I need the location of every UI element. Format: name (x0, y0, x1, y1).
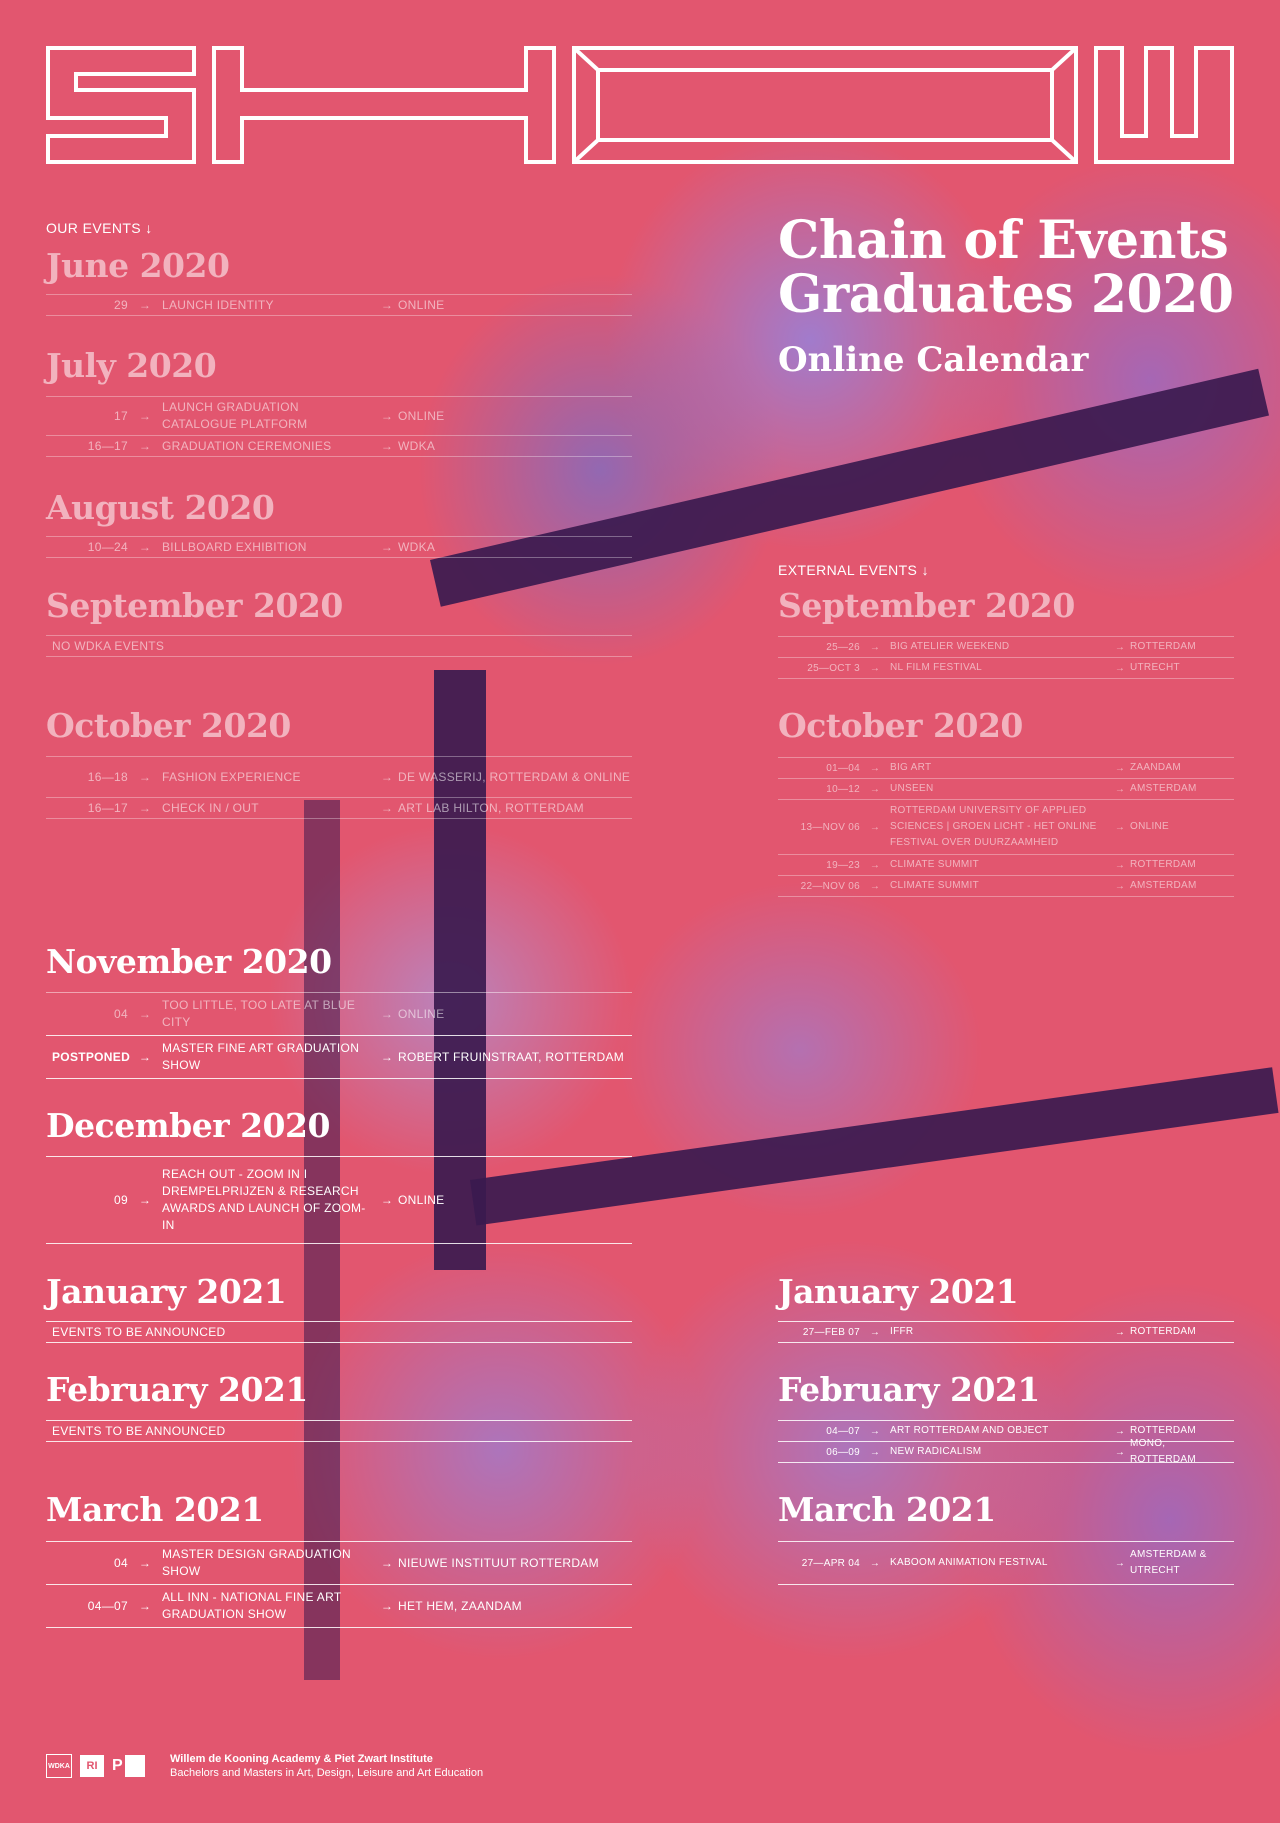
event-name: CLIMATE SUMMIT (890, 880, 980, 891)
arrow-icon: → (1114, 1446, 1126, 1458)
event-row[interactable] (46, 396, 632, 435)
arrow-icon: → (869, 821, 881, 833)
ri-logo: RI (80, 1755, 104, 1777)
event-date: 25—26 (826, 641, 860, 653)
arrow-icon: → (1114, 783, 1126, 795)
arrow-icon: → (869, 1326, 881, 1338)
month-february-2021: February 2021 (46, 1370, 308, 1409)
event-name: ROTTERDAM UNIVERSITY OF APPLIED SCIENCES | GROEN LICHT - HET ONLINE FESTIVAL OVER DUURZAAMHEID (890, 805, 1097, 848)
event-location: ZAANDAM (1130, 762, 1181, 773)
event-name: MASTER DESIGN GRADUATION SHOW (162, 1547, 351, 1578)
page-subtitle: Online Calendar (778, 340, 1089, 380)
event-row[interactable] (46, 1541, 632, 1584)
arrow-icon: → (869, 1446, 881, 1458)
february-note: EVENTS TO BE ANNOUNCED (52, 1424, 226, 1438)
arrow-icon: → (138, 801, 152, 815)
footer-tagline: Bachelors and Masters in Art, Design, Leisure and Art Education (170, 1767, 484, 1779)
event-name: NL FILM FESTIVAL (890, 662, 983, 673)
note-row (46, 635, 632, 657)
external-month-january-2021: January 2021 (778, 1272, 1019, 1311)
arrow-icon: → (1114, 1326, 1126, 1338)
wdka-logo: WDKA (46, 1754, 72, 1778)
event-name: BIG ART (890, 762, 932, 773)
event-location: ONLINE (1130, 821, 1170, 832)
piet-zwart-logo-block (125, 1755, 145, 1777)
arrow-icon: → (138, 1556, 152, 1570)
arrow-icon: → (380, 801, 394, 815)
arrow-icon: → (1114, 821, 1126, 833)
footer-text (170, 1752, 483, 1780)
event-date: 22—NOV 06 (800, 880, 860, 892)
footer-institution: Willem de Kooning Academy & Piet Zwart Institute (170, 1753, 433, 1765)
arrow-icon: → (869, 1425, 881, 1437)
arrow-icon: → (138, 1050, 152, 1064)
event-name: NEW RADICALISM (890, 1446, 982, 1457)
event-name: LAUNCH GRADUATION CATALOGUE PLATFORM (162, 400, 308, 431)
event-name: CHECK IN / OUT (162, 800, 259, 815)
arrow-icon: → (138, 439, 152, 453)
external-month-september-2020: September 2020 (778, 586, 1075, 625)
month-march-2021: March 2021 (46, 1490, 264, 1529)
external-event-row[interactable] (778, 1541, 1234, 1585)
event-date: 29 (114, 298, 128, 312)
external-month-october-2020: October 2020 (778, 706, 1023, 745)
event-date: 04 (114, 1556, 128, 1570)
september-note: NO WDKA EVENTS (52, 639, 165, 653)
event-name: TOO LITTLE, TOO LATE AT BLUE CITY (162, 998, 356, 1029)
arrow-icon: → (138, 770, 152, 784)
postponed-badge: POSTPONED (52, 1050, 131, 1064)
month-november-2020: November 2020 (46, 942, 332, 981)
arrow-icon: → (869, 783, 881, 795)
arrow-icon: → (380, 770, 394, 784)
event-name: MASTER FINE ART GRADUATION SHOW (162, 1041, 360, 1072)
event-location: MONO, ROTTERDAM (1130, 1438, 1197, 1465)
month-july-2020: July 2020 (46, 346, 217, 385)
event-location: ROTTERDAM (1130, 1326, 1197, 1337)
event-date: 04 (114, 1007, 128, 1021)
arrow-icon: → (380, 1050, 394, 1064)
arrow-icon: → (869, 641, 881, 653)
event-location: ROTTERDAM (1130, 641, 1197, 652)
event-name: CLIMATE SUMMIT (890, 859, 980, 870)
external-event-row[interactable] (778, 799, 1234, 854)
event-date: 27—APR 04 (801, 1557, 860, 1569)
event-date: 04—07 (87, 1599, 128, 1613)
event-location: UTRECHT (1130, 662, 1180, 673)
event-date: 10—24 (87, 540, 128, 554)
event-date: 04—07 (826, 1425, 860, 1437)
external-event-row[interactable] (778, 778, 1234, 799)
arrow-icon: → (1114, 859, 1126, 871)
note-row (46, 1420, 632, 1442)
arrow-icon: → (1114, 762, 1126, 774)
event-date: 19—23 (826, 859, 860, 871)
event-location: ART LAB HILTON, ROTTERDAM (398, 801, 584, 815)
arrow-icon: → (380, 1599, 394, 1613)
show-logo (46, 46, 1234, 164)
event-row[interactable] (46, 536, 632, 558)
event-location: HET HEM, ZAANDAM (398, 1599, 522, 1613)
arrow-icon: → (1114, 1425, 1126, 1437)
page-title (778, 210, 1234, 325)
month-october-2020: October 2020 (46, 706, 291, 745)
event-date: 09 (114, 1193, 128, 1207)
arrow-icon: → (138, 1007, 152, 1021)
arrow-icon: → (869, 762, 881, 774)
event-name: GRADUATION CEREMONIES (162, 438, 332, 453)
our-events-label: OUR EVENTS ↓ (46, 220, 153, 236)
event-location: AMSTERDAM & UTRECHT (1130, 1549, 1207, 1576)
event-location: ONLINE (398, 1007, 445, 1021)
external-month-february-2021: February 2021 (778, 1370, 1040, 1409)
event-location: DE WASSERIJ, ROTTERDAM & ONLINE (398, 770, 631, 784)
event-date: 27—FEB 07 (802, 1326, 860, 1338)
event-name: BILLBOARD EXHIBITION (162, 539, 307, 554)
external-event-row[interactable] (778, 657, 1234, 679)
event-location: AMSTERDAM (1130, 880, 1197, 891)
title-line-2: Graduates 2020 (778, 264, 1234, 325)
event-location: ONLINE (398, 298, 445, 312)
month-june-2020: June 2020 (46, 246, 230, 285)
piet-zwart-logo-letter: P (112, 1757, 123, 1774)
event-name: ALL INN - NATIONAL FINE ART GRADUATION SHOW (162, 1590, 342, 1621)
event-row[interactable] (46, 1584, 632, 1628)
arrow-icon: → (1114, 880, 1126, 892)
arrow-icon: → (1114, 641, 1126, 653)
arrow-icon: → (138, 1193, 152, 1207)
month-september-2020: September 2020 (46, 586, 343, 625)
event-date: 16—17 (87, 801, 128, 815)
event-location: ONLINE (398, 409, 445, 423)
title-line-1: Chain of Events (778, 210, 1229, 271)
arrow-icon: → (138, 1599, 152, 1613)
event-name: UNSEEN (890, 783, 934, 794)
arrow-icon: → (138, 298, 152, 312)
arrow-icon: → (138, 540, 152, 554)
arrow-icon: → (380, 439, 394, 453)
event-name: ART ROTTERDAM AND OBJECT (890, 1425, 1049, 1436)
event-row[interactable] (46, 756, 632, 797)
arrow-icon: → (869, 1557, 881, 1569)
footer (46, 1752, 483, 1780)
arrow-icon: → (380, 409, 394, 423)
arrow-icon: → (380, 540, 394, 554)
arrow-icon: → (1114, 662, 1126, 674)
event-name: FASHION EXPERIENCE (162, 769, 301, 784)
event-location: NIEUWE INSTITUUT ROTTERDAM (398, 1556, 599, 1570)
arrow-icon: → (380, 1007, 394, 1021)
event-date: 10—12 (826, 783, 860, 795)
event-row[interactable] (46, 992, 632, 1035)
event-name: IFFR (890, 1326, 914, 1337)
event-row[interactable] (46, 1156, 632, 1244)
event-date: 06—09 (826, 1446, 860, 1458)
event-location: ONLINE (398, 1193, 445, 1207)
event-row[interactable] (46, 797, 632, 819)
month-january-2021: January 2021 (46, 1272, 287, 1311)
event-location: ROTTERDAM (1130, 1425, 1197, 1436)
event-row[interactable] (46, 294, 632, 316)
event-date: 25—OCT 3 (807, 662, 860, 674)
external-event-row[interactable] (778, 757, 1234, 778)
note-row (46, 1321, 632, 1343)
arrow-icon: → (869, 880, 881, 892)
event-date: 17 (114, 409, 128, 423)
event-date: 01—04 (826, 762, 860, 774)
event-location: ROTTERDAM (1130, 859, 1197, 870)
january-note: EVENTS TO BE ANNOUNCED (52, 1325, 226, 1339)
event-row[interactable] (46, 1035, 632, 1079)
event-row[interactable] (46, 435, 632, 457)
event-name: KABOOM ANIMATION FESTIVAL (890, 1557, 1048, 1568)
month-december-2020: December 2020 (46, 1106, 330, 1145)
event-name: LAUNCH IDENTITY (162, 297, 274, 312)
event-location: AMSTERDAM (1130, 783, 1197, 794)
arrow-icon: → (869, 662, 881, 674)
arrow-icon: → (869, 859, 881, 871)
event-location: WDKA (398, 439, 436, 453)
arrow-icon: → (138, 409, 152, 423)
event-date: 16—17 (87, 439, 128, 453)
event-name: BIG ATELIER WEEKEND (890, 641, 1010, 652)
arrow-icon: → (1114, 1557, 1126, 1569)
event-date: 13—NOV 06 (800, 821, 860, 833)
arrow-icon: → (380, 1193, 394, 1207)
title-block (778, 210, 1234, 380)
event-location: ROBERT FRUINSTRAAT, ROTTERDAM (398, 1050, 625, 1064)
external-event-row[interactable] (778, 636, 1234, 657)
piet-zwart-logo (112, 1755, 152, 1777)
external-event-row[interactable] (778, 854, 1234, 875)
event-name: REACH OUT - ZOOM IN I DREMPELPRIJZEN & RESEARCH AWARDS AND LAUNCH OF ZOOM-IN (162, 1167, 366, 1232)
month-august-2020: August 2020 (46, 488, 275, 527)
arrow-icon: → (380, 298, 394, 312)
external-month-march-2021: March 2021 (778, 1490, 996, 1529)
external-event-row[interactable] (778, 1321, 1234, 1343)
external-events-label: EXTERNAL EVENTS ↓ (778, 562, 929, 578)
event-date: 16—18 (87, 770, 128, 784)
external-event-row[interactable] (778, 1438, 1234, 1465)
arrow-icon: → (380, 1556, 394, 1570)
external-event-row[interactable] (778, 875, 1234, 897)
event-location: WDKA (398, 540, 436, 554)
